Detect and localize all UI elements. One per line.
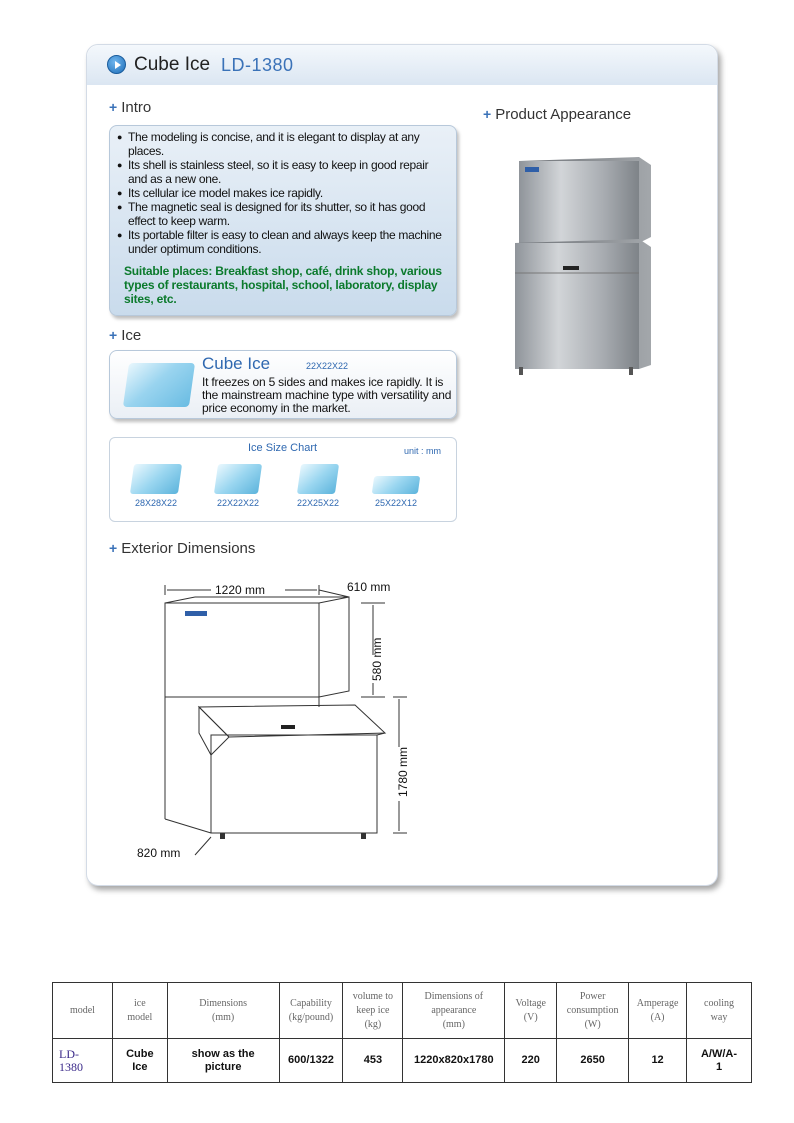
table-header-cell-text: (A) <box>650 1011 665 1023</box>
table-header-cell-text: Capability <box>290 997 332 1009</box>
ice-cube-image <box>130 464 182 494</box>
table-header-cell-text: (mm) <box>212 1011 235 1023</box>
table-cell <box>687 1039 752 1083</box>
ice-size-chart <box>109 437 457 522</box>
table-cell-text: 453 <box>363 1054 383 1066</box>
ice-machine-photo <box>505 155 655 380</box>
table-header-cell <box>403 983 505 1039</box>
intro-list <box>116 130 450 256</box>
table-header-cell-text: (V) <box>523 1011 538 1023</box>
height-top-label: 580 mm <box>370 637 384 681</box>
ice-type-size: 22X22X22 <box>306 361 349 371</box>
product-card <box>86 44 718 886</box>
table-cell <box>279 1039 343 1083</box>
suitable-places: Suitable places: Breakfast shop, café, drink shop, various types of restaurants, hospital, school, laboratory, display sites, etc. <box>124 264 442 306</box>
ice-type-description: It freezes on 5 sides and makes ice rapidly. It is the mainstream machine type with versatility and price economy in the market. <box>202 375 452 415</box>
table-cell-text: 220 <box>521 1054 540 1066</box>
table-cell <box>53 1039 113 1083</box>
table-cell-text: 2650 <box>580 1054 605 1066</box>
table-header-cell-text: ice <box>134 997 146 1009</box>
table-cell-text: LD- <box>59 1046 79 1061</box>
table-header-cell-text: Dimensions of <box>424 990 484 1002</box>
plus-icon: + <box>109 99 118 115</box>
table-header-row <box>53 983 752 1039</box>
table-header-cell <box>343 983 403 1039</box>
table-cell <box>505 1039 557 1083</box>
table-cell <box>343 1039 403 1083</box>
play-bullet-icon <box>107 55 126 74</box>
table-header-cell-text: consumption <box>566 1004 619 1016</box>
table-header-cell-text: keep ice <box>356 1004 390 1016</box>
spec-table <box>52 982 752 1083</box>
intro-box <box>109 125 457 316</box>
table-cell-text: picture <box>204 1060 242 1073</box>
ice-heading: + Ice <box>109 327 142 344</box>
dimensions-drawing <box>123 565 413 865</box>
table-row <box>53 1039 752 1083</box>
intro-item: ● Its portable filter is easy to clean and always keep the machine under optimum conditions. <box>116 228 450 256</box>
intro-item: ● Its shell is stainless steel, so it is easy to keep in good repair and as a new one. <box>116 158 450 186</box>
table-header-cell <box>112 983 167 1039</box>
ice-cube-image <box>214 464 262 494</box>
size-item: 25X22X12 <box>360 464 432 508</box>
size-chart-unit: unit : mm <box>404 446 442 456</box>
size-item: 22X25X22 <box>282 464 354 508</box>
product-appearance-heading: + Product Appearance <box>483 106 632 123</box>
ice-cube-image <box>123 363 195 407</box>
table-header-cell-text: (kg) <box>364 1018 382 1030</box>
table-cell <box>112 1039 167 1083</box>
depth-top-label: 610 mm <box>347 580 391 594</box>
table-cell <box>629 1039 687 1083</box>
table-cell-text: 1220x820x1780 <box>414 1054 494 1066</box>
ice-type-box <box>109 350 457 419</box>
ice-cube-image <box>297 464 339 494</box>
table-header-cell-text: (mm) <box>442 1018 465 1030</box>
table-header-cell <box>505 983 557 1039</box>
product-title: Cube Ice <box>134 54 211 75</box>
table-header-cell-text: way <box>710 1011 728 1023</box>
table-cell-text: 12 <box>651 1054 664 1066</box>
table-header-cell-text: Dimensions <box>199 997 248 1009</box>
plus-icon: + <box>109 540 118 556</box>
table-cell <box>557 1039 629 1083</box>
plus-icon: + <box>109 327 118 343</box>
table-header-cell-text: Voltage <box>515 997 546 1009</box>
table-header-cell-text: model <box>69 1004 95 1016</box>
table-header-cell-text: model <box>127 1011 153 1023</box>
card-header <box>87 45 717 85</box>
size-item: 22X22X22 <box>202 464 274 508</box>
size-item: 28X28X22 <box>120 464 192 508</box>
table-header-cell <box>687 983 752 1039</box>
table-cell-text: Ice <box>132 1060 148 1073</box>
depth-base-label: 820 mm <box>137 846 181 860</box>
table-header-cell-text: Amperage <box>636 997 679 1009</box>
width-label: 1220 mm <box>215 583 266 597</box>
ice-cube-image <box>372 476 421 494</box>
table-header-cell <box>53 983 113 1039</box>
product-model: LD-1380 <box>221 55 294 75</box>
table-cell-text: show as the <box>191 1047 255 1060</box>
table-cell-text: 1380 <box>59 1059 83 1074</box>
table-cell-text: 1 <box>715 1060 723 1073</box>
ice-type-name: Cube Ice <box>202 354 271 373</box>
table-header-cell <box>557 983 629 1039</box>
table-header-cell <box>629 983 687 1039</box>
table-cell-text: 600/1322 <box>288 1054 334 1066</box>
table-cell <box>167 1039 279 1083</box>
height-total-label: 1780 mm <box>396 746 410 797</box>
table-cell-text: A/W/A- <box>700 1047 738 1060</box>
size-chart-title: Ice Size Chart <box>248 442 318 454</box>
intro-item: ● The modeling is concise, and it is elegant to display at any places. <box>116 130 450 158</box>
table-header-cell-text: volume to <box>352 990 394 1002</box>
table-header-cell <box>167 983 279 1039</box>
table-header-cell-text: Power <box>579 990 606 1002</box>
exterior-dimensions-heading: + Exterior Dimensions <box>109 540 256 557</box>
table-cell-text: Cube <box>126 1047 154 1060</box>
table-cell <box>403 1039 505 1083</box>
intro-item: ● The magnetic seal is designed for its shutter, so it has good effect to keep warm. <box>116 200 450 228</box>
plus-icon: + <box>483 106 492 122</box>
table-header-cell-text: cooling <box>704 997 735 1009</box>
intro-heading: + Intro <box>109 99 152 116</box>
table-header-cell-text: (kg/pound) <box>288 1011 334 1023</box>
table-header-cell-text: (W) <box>584 1018 601 1030</box>
table-header-cell-text: appearance <box>431 1004 477 1016</box>
intro-item: ● Its cellular ice model makes ice rapidly. <box>116 186 450 200</box>
table-header-cell <box>279 983 343 1039</box>
